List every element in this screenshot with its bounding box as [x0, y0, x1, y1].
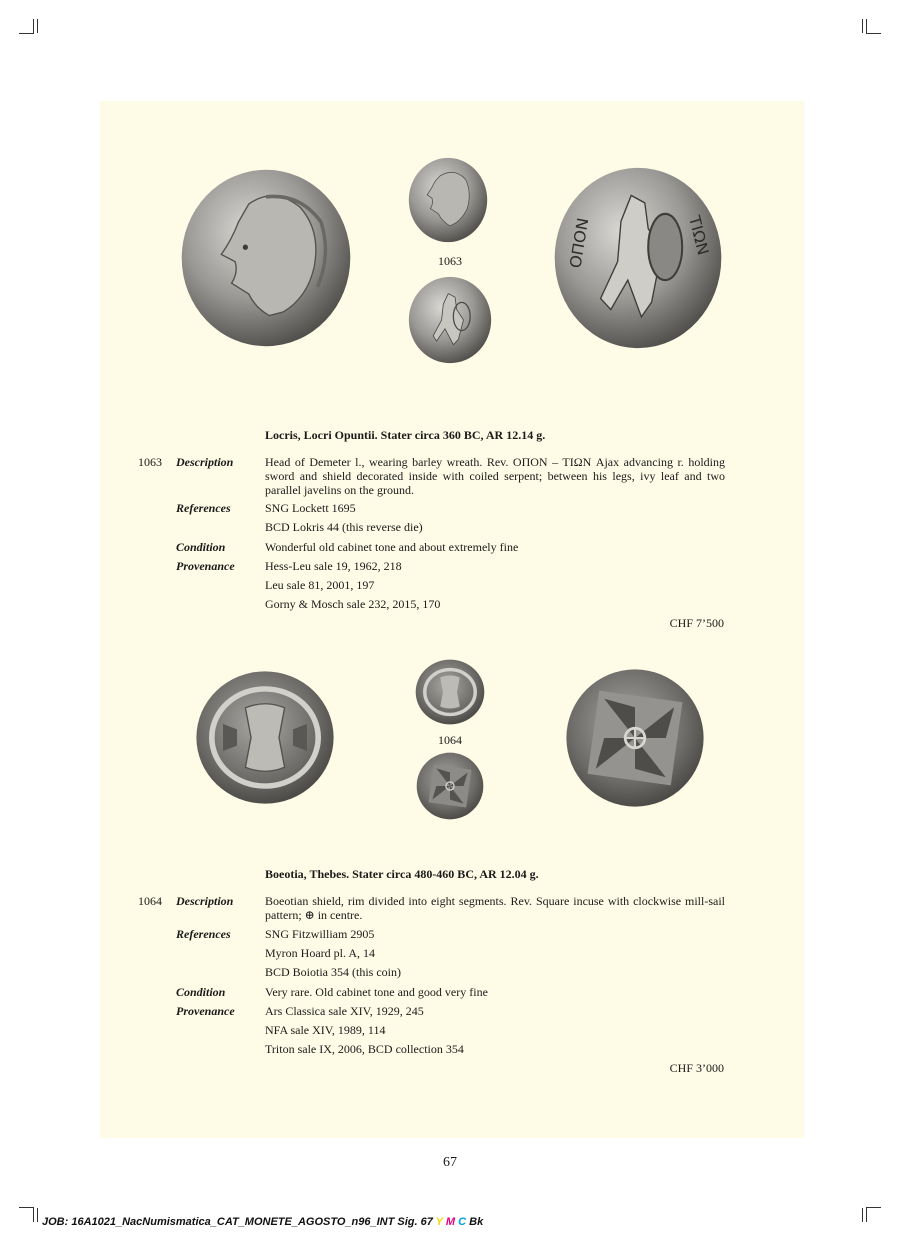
job-color-y: Y [435, 1216, 443, 1228]
lot-title: Locris, Locri Opuntii. Stater circa 360 BC, AR 12.14 g. [265, 428, 546, 442]
lot-condition: Wonderful old cabinet tone and about extremely fine [265, 540, 519, 554]
coin-1063-reverse-small [408, 276, 492, 364]
label-description: Description [176, 455, 234, 469]
coin-1064-obverse-large [195, 670, 335, 805]
provenance-item: Gorny & Mosch sale 232, 2015, 170 [265, 597, 441, 611]
crop-mark [19, 1207, 34, 1222]
lot-condition: Very rare. Old cabinet tone and good very fine [265, 985, 488, 999]
crop-mark [862, 1208, 863, 1222]
crop-mark [37, 1208, 38, 1222]
reference-item: SNG Fitzwilliam 2905 [265, 927, 375, 941]
label-references: References [176, 501, 231, 515]
provenance-item: Ars Classica sale XIV, 1929, 245 [265, 1004, 424, 1018]
reference-item: BCD Lokris 44 (this reverse die) [265, 520, 423, 534]
coin-legend-left: ΟΠΟΝ [566, 216, 593, 270]
job-text: JOB: 16A1021_NacNumismatica_CAT_MONETE_AGOSTO_n96_INT Sig. 67 [42, 1216, 433, 1228]
lot-description: Head of Demeter l., wearing barley wreath. Rev. ΟΠΟΝ – ΤΙΩΝ Ajax advancing r. holding sword and shield decorated inside with coiled serpent; between his legs, ivy leaf and two parallel javelins on the ground. [265, 455, 725, 497]
label-references: References [176, 927, 231, 941]
label-provenance: Provenance [176, 559, 235, 573]
job-color-bk: Bk [469, 1216, 484, 1228]
reference-item: BCD Boiotia 354 (this coin) [265, 965, 401, 979]
lot-price: CHF 7’500 [669, 616, 724, 630]
label-condition: Condition [176, 540, 226, 554]
lot-number: 1063 [138, 455, 162, 469]
coin-1064-label: 1064 [438, 733, 462, 747]
provenance-item: Leu sale 81, 2001, 197 [265, 578, 375, 592]
reference-item: SNG Lockett 1695 [265, 501, 356, 515]
lot-title: Boeotia, Thebes. Stater circa 480-460 BC, AR 12.04 g. [265, 867, 539, 881]
coin-1063-label: 1063 [438, 254, 462, 268]
label-provenance: Provenance [176, 1004, 235, 1018]
coin-1063-obverse-small [408, 157, 488, 243]
lot-description: Boeotian shield, rim divided into eight segments. Rev. Square incuse with clockwise mill-sail pattern; ⊕ in centre. [265, 894, 725, 922]
provenance-item: Hess-Leu sale 19, 1962, 218 [265, 559, 402, 573]
job-color-m: M [445, 1216, 456, 1228]
page-number: 67 [443, 1155, 457, 1170]
coin-1064-reverse-large [565, 668, 705, 808]
lot-number: 1064 [138, 894, 162, 908]
crop-mark [862, 19, 863, 33]
provenance-item: Triton sale IX, 2006, BCD collection 354 [265, 1042, 464, 1056]
lot-price: CHF 3’000 [669, 1061, 724, 1075]
coin-legend-right: ΤΙΩΝ [685, 213, 713, 258]
reference-item: Myron Hoard pl. A, 14 [265, 946, 375, 960]
crop-mark [19, 19, 34, 34]
crop-mark [866, 19, 881, 34]
coin-1063-reverse-large [553, 166, 723, 350]
provenance-item: NFA sale XIV, 1989, 114 [265, 1023, 386, 1037]
crop-mark [37, 19, 38, 33]
coin-1063-obverse-large [180, 168, 352, 348]
crop-mark [866, 1207, 881, 1222]
label-description: Description [176, 894, 234, 908]
coin-1064-obverse-small [415, 659, 485, 725]
label-condition: Condition [176, 985, 226, 999]
coin-1064-reverse-small [416, 752, 484, 820]
job-color-c: C [458, 1216, 467, 1228]
print-job-line [42, 1216, 483, 1228]
